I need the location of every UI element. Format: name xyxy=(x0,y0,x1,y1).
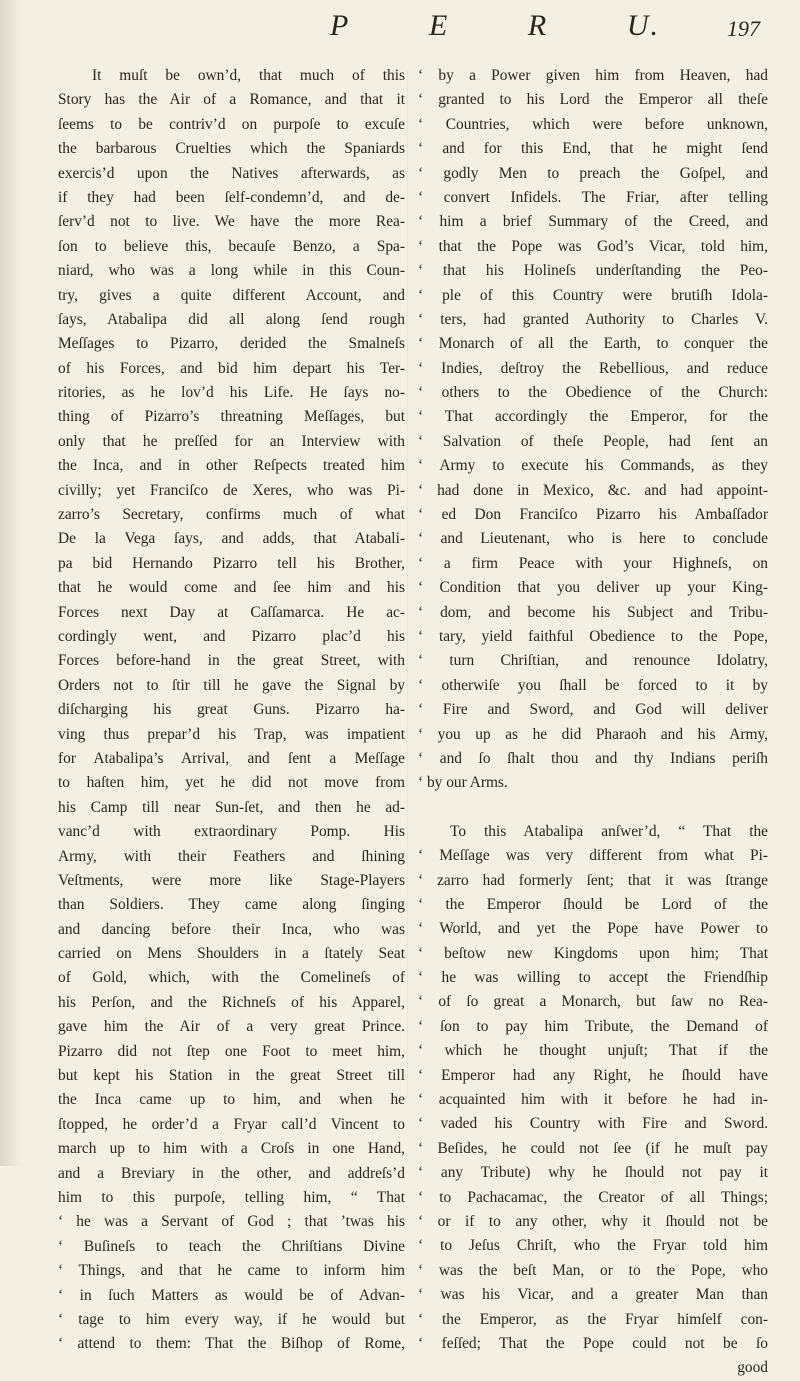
text-line: ‘ to Pachacamac, the Creator of all Things; xyxy=(418,1188,768,1206)
text-line: ‘ and for this End, that he might ſend xyxy=(418,140,768,158)
text-line: ‘ convert Infidels. The Friar, after telling xyxy=(418,188,768,206)
page-number: 197 xyxy=(727,16,760,41)
column-gutter xyxy=(407,70,408,1100)
text-line: De la Vega ſays, and adds, that Atabali- xyxy=(58,530,405,548)
text-line: ſays, Atabalipa did all along ſend rough xyxy=(58,310,405,328)
text-line: ‘ which he thought unjuſt; That if the xyxy=(418,1042,768,1060)
text-line: ‘ feſſed; That the Pope could not be ſo xyxy=(418,1334,768,1352)
text-line: ‘ ple of this Country were brutiſh Idola- xyxy=(418,286,768,304)
text-line: that he would come and ſee him and his xyxy=(58,579,405,597)
text-line: of Gold, which, with the Comelineſs of xyxy=(58,969,405,987)
text-line: niard, who was a long while in this Coun- xyxy=(58,262,405,280)
text-line: to haſten him, yet he did not move from xyxy=(58,774,405,792)
text-line: of his Forces, and bid him depart his Ter- xyxy=(58,359,405,377)
text-line: civilly; yet Franciſco de Xeres, who was Pi- xyxy=(58,481,405,499)
text-line: ‘ Condition that you deliver up your King- xyxy=(418,579,768,597)
page-gutter-shadow xyxy=(0,0,22,1166)
text-line: the barbarous Cruelties which the Spaniards xyxy=(58,140,405,158)
text-line: the Inca came up to him, and when he xyxy=(58,1091,405,1109)
running-head-letter: E xyxy=(428,9,450,42)
text-line: ‘ attend to them: That the Biſhop of Rome, xyxy=(58,1335,405,1353)
text-line: ‘ to Jeſus Chriſt, who the Fryar told him xyxy=(418,1237,768,1255)
text-line: ‘ him a brief Summary of the Creed, and xyxy=(418,213,768,231)
text-line: Army, with their Feathers and ſhining xyxy=(58,847,405,865)
right-text-column xyxy=(416,64,768,1381)
text-line: pa bid Hernando Pizarro tell his Brother, xyxy=(58,554,405,572)
text-line: ſtopped, he order’d a Fryar call’d Vincent to xyxy=(58,1115,405,1133)
text-line: ritories, as he lov’d his Life. He ſays no- xyxy=(58,384,405,402)
text-line: gave him the Air of a very great Prince. xyxy=(58,1018,405,1036)
text-line: ‘ ters, had granted Authority to Charles V. xyxy=(418,310,768,328)
text-line: ‘ acquainted him with it before he had in- xyxy=(418,1091,768,1109)
text-line: ‘ and ſo ſhalt thou and thy Indians periſh xyxy=(418,749,768,767)
text-line: if they had been ſelf-condemn’d, and de- xyxy=(58,188,405,206)
text-line: Meſſages to Pizarro, derided the Smalneſs xyxy=(58,335,405,353)
page-header xyxy=(0,6,800,66)
text-line: ‘ was his Vicar, and a greater Man than xyxy=(418,1286,768,1304)
text-line: Story has the Air of a Romance, and that it xyxy=(58,91,405,109)
text-line: ‘ dom, and become his Subject and Tribu- xyxy=(418,603,768,621)
text-line: ‘ of ſo great a Monarch, but ſaw no Rea- xyxy=(418,993,768,1011)
text-line: ‘ Meſſage was very different from what Pi- xyxy=(418,847,768,865)
text-line: but kept his Station in the great Street till xyxy=(58,1067,405,1085)
text-line: and dancing before their Inca, who was xyxy=(58,920,405,938)
text-line: ‘ Indies, deſtroy the Rebellious, and reduce xyxy=(418,359,768,377)
text-line: ſon to believe this, becauſe Benzo, a Spa- xyxy=(58,237,405,255)
text-line: try, gives a quite different Account, and xyxy=(58,286,405,304)
text-line: ‘ tary, yield faithful Obedience to the Pope, xyxy=(418,627,768,645)
text-line: ‘ zarro had formerly ſent; that it was ſtrange xyxy=(418,871,768,889)
text-line: only that he preſſed for an Interview with xyxy=(58,432,405,450)
text-line: ‘ vaded his Country with Fire and Sword. xyxy=(418,1115,768,1133)
text-line: ‘ Monarch of all the Earth, to conquer the xyxy=(418,335,768,353)
text-line: ‘ had done in Mexico, &c. and had appoint- xyxy=(418,481,768,499)
text-line: It muſt be own’d, that much of this xyxy=(92,67,405,84)
text-line: ‘ ed Don Franciſco Pizarro his Ambaſſador xyxy=(418,506,768,524)
text-line: ‘ Buſineſs to teach the Chriſtians Divine xyxy=(58,1237,405,1255)
text-line: ‘ the Emperor, as the Fryar himſelf con- xyxy=(418,1310,768,1328)
text-line: ſerv’d not to live. We have the more Rea- xyxy=(58,213,405,231)
text-line: cordingly went, and Pizarro plac’d his xyxy=(58,627,405,645)
text-line: him to this purpoſe, telling him, “ That xyxy=(58,1188,405,1206)
text-line: than Soldiers. They came along ſinging xyxy=(58,896,405,914)
text-line: ‘ turn Chriſtian, and renounce Idolatry, xyxy=(418,652,768,670)
text-line: Orders not to ſtir till he gave the Signal by xyxy=(58,676,405,694)
text-line: ‘ Salvation of theſe People, had ſent an xyxy=(418,432,768,450)
left-text-column xyxy=(58,64,405,1357)
text-line: ‘ by our Arms. xyxy=(418,774,508,792)
running-head xyxy=(330,6,660,46)
text-line: carried on Mens Shoulders in a ſtately Seat xyxy=(58,945,405,963)
text-line: ‘ Emperor had any Right, he ſhould have xyxy=(418,1066,768,1084)
text-line: ‘ and Lieutenant, who is here to conclude xyxy=(418,530,768,548)
running-head-letter: R xyxy=(527,9,549,42)
paragraph-gap xyxy=(416,796,768,820)
text-line: ‘ tage to him every way, if he would but xyxy=(58,1310,405,1328)
text-line: vanc’d with extraordinary Pomp. His xyxy=(58,823,405,841)
text-line: Forces before-hand in the great Street, with xyxy=(58,652,405,670)
text-line: ‘ Countries, which were before unknown, xyxy=(418,115,768,133)
text-line: ‘ World, and yet the Pope have Power to xyxy=(418,920,768,938)
text-line: ‘ granted to his Lord the Emperor all theſe xyxy=(418,91,768,109)
text-line: Pizarro did not ſtep one Foot to meet him, xyxy=(58,1042,405,1060)
running-head-letter: P xyxy=(330,9,351,42)
text-line: ‘ That accordingly the Emperor, for the xyxy=(418,408,768,426)
text-line: ‘ in ſuch Matters as would be of Advan- xyxy=(58,1286,405,1304)
text-line: ‘ beſtow new Kingdoms upon him; That xyxy=(418,944,768,962)
text-line: ‘ Things, and that he came to inform him xyxy=(58,1262,405,1280)
catchword: good xyxy=(737,1359,768,1377)
text-line: ‘ Army to execute his Commands, as they xyxy=(418,457,768,475)
text-line: exercis’d upon the Natives afterwards, as xyxy=(58,164,405,182)
text-line: ‘ he was willing to accept the Friendſhip xyxy=(418,969,768,987)
text-line: his Camp till near Sun-ſet, and then he ad- xyxy=(58,798,405,816)
text-line: Veſtments, were more like Stage-Players xyxy=(58,871,405,889)
text-line: ‘ others to the Obedience of the Church: xyxy=(418,384,768,402)
text-line: ‘ by a Power given him from Heaven, had xyxy=(418,67,768,84)
text-line: ving thus prepar’d his Trap, was impatient xyxy=(58,725,405,743)
text-line: ‘ Beſides, he could not ſee (if he muſt pay xyxy=(418,1139,768,1157)
text-line: ‘ the Emperor ſhould be Lord of the xyxy=(418,895,768,913)
text-line: ‘ ſon to pay him Tribute, the Demand of xyxy=(418,1017,768,1035)
text-line: and a Breviary in the other, and addreſs’d xyxy=(58,1164,405,1182)
text-line: his Perſon, and the Richneſs of his Apparel, xyxy=(58,993,405,1011)
text-line: thing of Pizarro’s threatning Meſſages, but xyxy=(58,408,405,426)
text-line: ‘ Fire and Sword, and God will deliver xyxy=(418,701,768,719)
text-line: the Inca, and in other Reſpects treated him xyxy=(58,457,405,475)
text-line: ‘ any Tribute) why he ſhould not pay it xyxy=(418,1164,768,1182)
text-line: ‘ a firm Peace with your Highneſs, on xyxy=(418,554,768,572)
text-line: ‘ or if to any other, why it ſhould not be xyxy=(418,1212,768,1230)
text-line: zarro’s Secretary, confirms much of what xyxy=(58,506,405,524)
text-line: ‘ otherwiſe you ſhall be forced to it by xyxy=(418,676,768,694)
text-line: ſeems to be contriv’d on purpoſe to excuſe xyxy=(58,115,405,133)
text-line: ‘ godly Men to preach the Goſpel, and xyxy=(418,164,768,182)
text-line: ‘ you up as he did Pharaoh and his Army, xyxy=(418,725,768,743)
text-line: for Atabalipa’s Arrival, and ſent a Meſſage xyxy=(58,749,405,767)
text-line: march up to him with a Croſs in one Hand, xyxy=(58,1140,405,1158)
text-line: ‘ that his Holineſs underſtanding the Peo- xyxy=(418,262,768,280)
text-line: Forces next Day at Caſſamarca. He ac- xyxy=(58,603,405,621)
text-line: diſcharging his great Guns. Pizarro ha- xyxy=(58,701,405,719)
text-line: ‘ was the beſt Man, or to the Pope, who xyxy=(418,1261,768,1279)
text-line: ‘ that the Pope was God’s Vicar, told him, xyxy=(418,237,768,255)
text-line: To this Atabalipa anſwer’d, “ That the xyxy=(450,822,768,840)
text-line: ‘ he was a Servant of God ; that ’twas his xyxy=(58,1213,405,1231)
running-head-letter: U. xyxy=(626,9,660,42)
